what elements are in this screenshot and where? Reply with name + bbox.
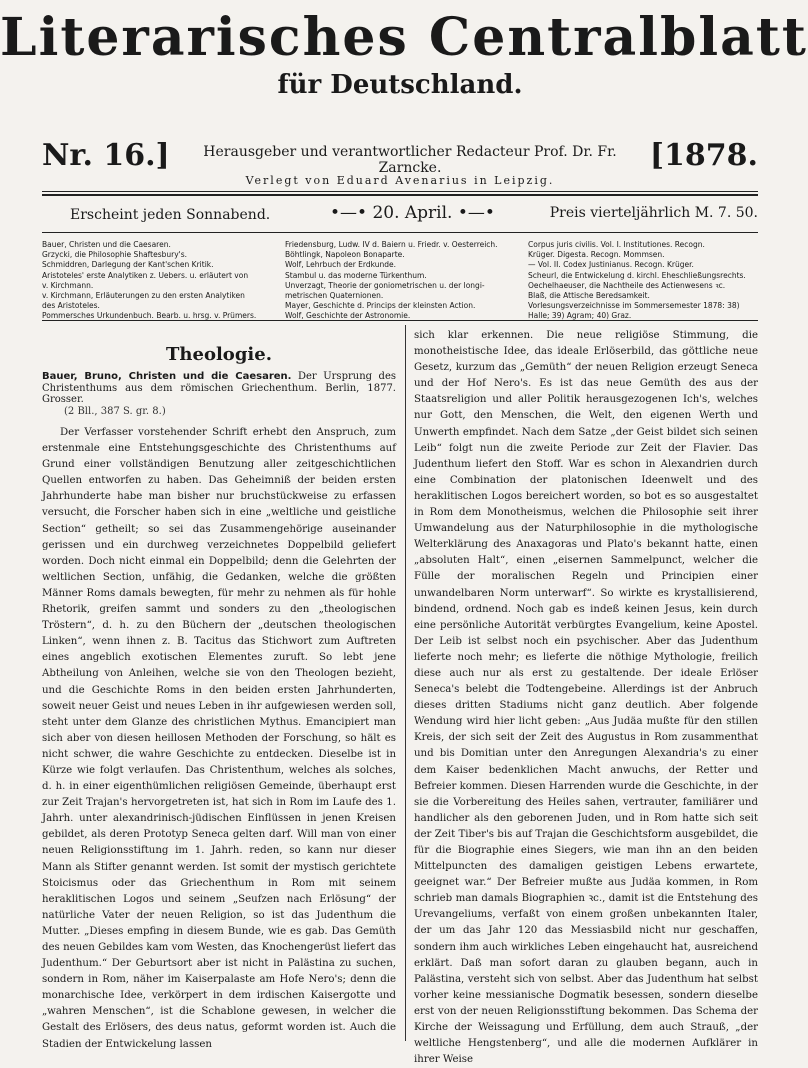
contents-item: Pommersches Urkundenbuch. Bearb. u. hrsg. v. Prümers. — [42, 311, 257, 321]
journal-subtitle: für Deutschland. — [277, 70, 523, 100]
contents-item: Stambul u. das moderne Türkenthum. — [285, 270, 427, 280]
issue-date: •—• 20. April. •—• — [330, 203, 495, 223]
publisher-line: Verlegt von Eduard Avenarius in Leipzig. — [245, 174, 555, 187]
contents-item: metrischen Quaternionen. — [285, 291, 384, 301]
contents-item: Wolf, Lehrbuch der Erdkunde. — [285, 260, 397, 270]
contents-item: Vorlesungsverzeichnisse im Sommersemester 1878: 38) — [528, 301, 740, 311]
divider-rule — [42, 320, 758, 321]
contents-item: Corpus juris civilis. Vol. I. Institutiones. Recogn. — [528, 240, 705, 249]
contents-item: Halle; 39) Agram; 40) Graz. — [528, 311, 632, 321]
article-body: Der Verfasser vorstehender Schrift erhebt den Anspruch, zum erstenmale eine Entstehungsgeschichte des Christenthums auf Grund einer vollständigen Benutzung aller zeitgeschichtlichen Quellen entworfen zu haben. Das Geheimniß der beiden ersten Jahrhunderte habe man bisher nur bruchstückweise zu erfassen versucht, die Forscher haben sich in eine „weltliche und geistliche Section“ getheilt; so sei das Zusammengehörige auseinander gerissen und ein durchweg verzeichnetes Doppelbild geliefert worden. Doch nicht einmal ein Doppelbild; denn die Gelehrten der weltlichen Section, unfähig, die Gedanken, welche die größten Männer Roms damals bewegten, für mehr zu nehmen als für hohle Rhetorik, greifen sammt und sonders zu den „theologischen Tröstern“, d. h. zu den Büchern der „deutschen theologischen Linken“, wenn ihnen z. B. Tacitus das Stichwort zum Auftreten eines angeblich exotischen Elementes zuruft. So lebt jene Abtheilung von Anleihen, welche sie von den Theologen bezieht, und die Geschichte Roms in den beiden ersten Jahrhunderten, soweit neuer Geist und neues Leben in ihr aufgewiesen werden soll, steht unter dem Glanze des christlichen Mythus. Emancipiert man sich aber von diesen heillosen Methoden der Forschung, so hält es nicht schwer, die wahre Geschichte zu entdecken. Dieselbe ist in Kürze wie folgt verlaufen. Das Christenthum, welches als solches, d. h. in einer eigenthümlichen religiösen Gemeinde, überhaupt erst zur Zeit Trajan's hervorgetreten ist, hat sich in Rom im Laufe des 1. Jahrh. unter alexandrinisch-jüdischen Einflüssen in jenen Kreisen gebildet, als deren Prototyp Seneca gelten darf. Will man von einer neuen Religionsstiftung im 1. Jahrh. reden, so kann nur dieser Mann als Stifter genannt werden. Ist somit der mystisch gerichtete Stoicismus oder das Griechenthum in Rom mit seinem heraklitischen Logos und seinem „Seufzen nach Erlösung“ der natürliche Vater der neuen Religion, so ist das Judenthum die Mutter. „Dieses empfing in diesem Bunde, wie es gab. Das Gemüth des neuen Gebildes kam vom Westen, das Knochengerüst liefert das Judenthum.“ Der Geburtsort aber ist nicht in Palästina zu suchen, sondern in Rom, näher im Kaiserpalaste am Hofe Nero's; denn die monarchische Idee, verkörpert in dem irdischen Kaisergotte und „wahren Menschen“, ist die Schablone gewesen, in welcher die Gestalt des Erlösers, des deus natus, geformt worden ist. Auch die Stadien der Entwickelung lassen — [42, 427, 396, 1050]
editor-line: Herausgeber und verantwortlicher Redacteur Prof. Dr. Fr. Zarncke. — [203, 144, 617, 176]
column-separator — [405, 325, 406, 1041]
contents-item: Friedensburg, Ludw. IV d. Baiern u. Friedr. v. Oesterreich. — [285, 240, 498, 249]
contents-column — [528, 240, 758, 322]
table-of-contents — [42, 240, 758, 321]
contents-item: Böhtlingk, Napoleon Bonaparte. — [285, 250, 405, 260]
masthead — [0, 7, 808, 100]
contents-item: — Vol. II. Codex Justinianus. Recogn. Krüger. — [528, 260, 694, 270]
review-subtitle: Der Ursprung des Christenthums aus dem römischen Griechenthum. Berlin, 1877. Grosser. — [42, 371, 396, 405]
contents-item: Blaß, die Attische Beredsamkeit. — [528, 291, 650, 301]
divider-rule — [42, 194, 758, 196]
section-heading: Theologie. — [166, 344, 272, 365]
contents-item: Grzycki, die Philosophie Shaftesbury's. — [42, 250, 188, 260]
issue-year: [1878. — [649, 138, 758, 173]
contents-item: Aristoteles' erste Analytiken z. Uebers. u. erläutert von — [42, 270, 249, 280]
subscription-price: Preis vierteljährlich M. 7. 50. — [549, 205, 758, 221]
article-body: sich klar erkennen. Die neue religiöse Stimmung, die monotheistische Idee, das ideale Erlöserbild, das göttliche neue Gesetz, kurzum das „Gemüth“ der neuen Religion erzeugt Seneca und der Hof Nero's. Es ist das neue Gemüth des aus der Staatsreligion und aller Politik herausgezogenen Ich's, welches nur Gott, den Menschen, die Welt, den eigenen Werth und Unwerth empfindet. Nach dem Satze „der Geist bildet sich seinen Leib“ folgt nun die zweite Periode zur Zeit der Flavier. Das Judenthum liefert den Stoff. War es schon in Alexandrien durch eine Combination der platonischen Ideenwelt und des heraklitischen Logos bereichert worden, so bot es so ausgestaltet in Rom dem Monotheismus, welchen die Philosophie seit ihrer Umwandelung aus der Naturphilosophie in die mythologische Welterklärung des Anaxagoras und Plato's bekannt hatte, einen „absoluten Halt“, einen „eisernen Sammelpunct, welcher die Fülle der moralischen Regeln und Principien einer unwandelbaren Norm unterwarf“. So wirkte es krystallisierend, bindend, ordnend. Noch gab es indeß keinen Jesus, kein durch eine persönliche Autorität verbürgtes Evangelium, keine Apostel. Der Leib ist selbst noch ein psychischer. Aber das Judenthum lieferte noch mehr; es lieferte die nöthige Mythologie, freilich diese auch nur als erst zu gestaltende. Der ideale Erlöser Seneca's belebt die Todtengebeine. Allerdings ist der Anbruch dieses dritten Stadiums nicht ganz deutlich. Aber folgende Wendung wird hier licht geben: „Aus Judäa mußte für den stillen Kreis, der sich seit der Zeit des Augustus in Rom zusammenthat und bis Domitian unter den Anregungen Alexandria's zu einer dem Kaiser bedenklichen Macht anwuchs, der Retter und Befreier kommen. Diesen Harrenden wurde die Geschichte, in der sie die Vorbereitung des Heiles sahen, vertrauter, familiärer und handlicher als den geborenen Juden, und in Rom hatte sich seit der Zeit Tiber's bis auf Trajan die Geschichtsform ausgebildet, die für die Biographie eines Siegers, wie man ihn an den beiden Mittelpuncten des damaligen geistigen Lebens erwartete, geeignet war.“ Der Befreier mußte aus Judäa kommen, in Rom schrieb man damals Biographien ꝛc., damit ist die Entstehung des Urevangeliums, verfaßt von einem großen unbekannten Italer, der um das Jahr 120 das Messiasbild nicht nur geschaffen, sondern ihm auch wirkliches Leben eingehaucht hat, ausreichend erklärt. Daß man sofort daran zu glauben begann, auch in Palästina, versteht sich von selbst. Aber das Judenthum hat selbst vorher keine messianische Dogmatik besessen, sondern dieselbe erst von der neuen Religionsstiftung bekommen. Das Schema der Kirche der Weissagung und Erfüllung, dem auch Strauß, „der weltliche Hengstenberg“, und alle die modernen Aufklärer in ihrer Weise — [414, 330, 758, 1066]
dateline — [70, 203, 758, 227]
contents-item: Bauer, Christen und die Caesaren. — [42, 240, 171, 249]
review-citation — [42, 371, 396, 406]
review-author-title: Bauer, Bruno, Christen und die Caesaren. — [42, 371, 292, 382]
contents-item: v. Kirchmann, Erläuterungen zu den ersten Analytiken — [42, 291, 245, 301]
review-collation: (2 Bll., 387 S. gr. 8.) — [64, 405, 166, 417]
publication-frequency: Erscheint jeden Sonnabend. — [70, 207, 271, 223]
contents-item: Krüger. Digesta. Recogn. Mommsen. — [528, 250, 665, 260]
contents-item: v. Kirchmann. — [42, 280, 94, 290]
divider-rule — [42, 232, 758, 233]
contents-column — [42, 240, 274, 322]
article-column-right — [414, 328, 758, 1068]
journal-title: Literarisches Centralblatt — [0, 7, 808, 68]
issue-number: Nr. 16.] — [42, 138, 170, 173]
contents-item: Unverzagt, Theorie der goniometrischen u. der longi- — [285, 280, 485, 290]
article-column-left — [42, 332, 396, 1053]
contents-item: des Aristoteles. — [42, 301, 100, 311]
contents-item: Wolf, Geschichte der Astronomie. — [285, 311, 411, 321]
divider-rule — [42, 191, 758, 192]
issue-row — [42, 138, 758, 178]
contents-item: Scheurl, die Entwickelung d. kirchl. Eheschließungsrechts. — [528, 270, 746, 280]
contents-item: Oechelhaeuser, die Nachtheile des Actienwesens ꝛc. — [528, 280, 726, 290]
contents-item: Mayer, Geschichte d. Princips der kleinsten Action. — [285, 301, 476, 311]
contents-column — [285, 240, 517, 322]
contents-item: Schmiddren, Darlegung der Kant'schen Kritik. — [42, 260, 214, 270]
